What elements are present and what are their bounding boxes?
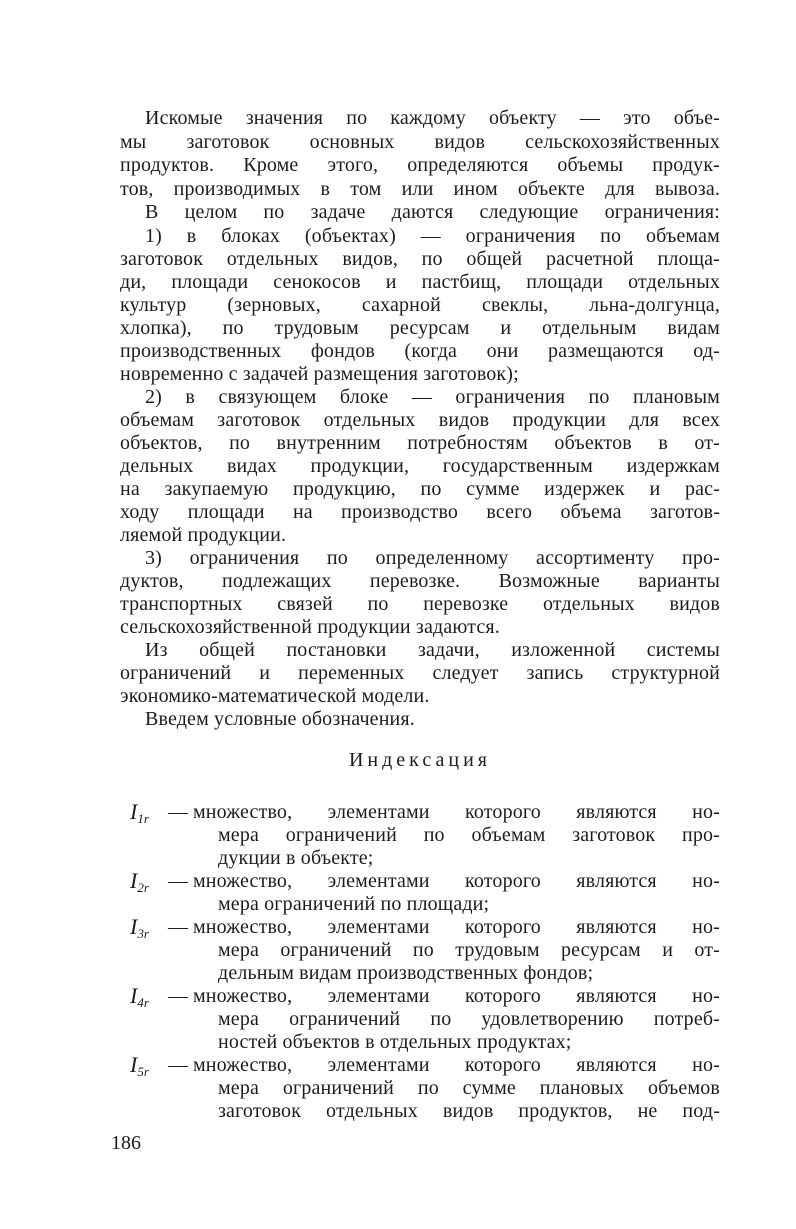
- index-symbol: $I_{5r}$: [130, 1052, 149, 1079]
- definition-line: мера ограничений по площади;: [218, 893, 490, 915]
- definition-line: дельным видам производственных фондов;: [218, 962, 594, 984]
- definition-line: ностей объектов в отдельных продуктах;: [218, 1031, 572, 1053]
- index-symbol: $I_{4r}$: [130, 983, 149, 1010]
- page-number: 186: [111, 1132, 141, 1154]
- body-line: В целом по задаче даются следующие ограничения:: [145, 201, 720, 223]
- definition-dash: —: [168, 985, 188, 1007]
- body-line: ограничений и переменных следует запись структурной: [120, 662, 720, 684]
- body-line: новременно с задачей размещения заготовок);: [120, 363, 519, 385]
- body-line: 1) в блоках (объектах) — ограничения по объемам: [145, 225, 720, 247]
- body-line: производственных фондов (когда они размещаются од-: [120, 340, 720, 362]
- body-line: дуктов, подлежащих перевозке. Возможные варианты: [120, 570, 720, 592]
- body-line: сельскохозяйственной продукции задаются.: [120, 616, 500, 638]
- definition-dash: —: [168, 801, 188, 823]
- body-line: на закупаемую продукцию, по сумме издержек и рас-: [120, 478, 720, 500]
- definition-line: мера ограничений по сумме плановых объемов: [218, 1077, 720, 1099]
- definition-line: множество, элементами которого являются но-: [193, 916, 720, 938]
- index-symbol: $I_{1r}$: [130, 799, 149, 826]
- body-line: хлопка), по трудовым ресурсам и отдельным видам: [120, 317, 720, 339]
- definition-line: мера ограничений по объемам заготовок про-: [218, 824, 720, 846]
- body-line: Введем условные обозначения.: [145, 708, 415, 730]
- section-heading: Индексация: [348, 749, 492, 771]
- body-line: экономико-математической модели.: [120, 685, 430, 707]
- definition-line: мера ограничений по трудовым ресурсам и от-: [218, 939, 720, 961]
- definition-line: множество, элементами которого являются но-: [193, 801, 720, 823]
- definition-line: множество, элементами которого являются но-: [193, 1054, 720, 1076]
- body-line: ходу площади на производство всего объема заготов-: [120, 501, 720, 523]
- body-line: Искомые значения по каждому объекту — это объе-: [145, 107, 720, 129]
- definition-line: множество, элементами которого являются но-: [193, 870, 720, 892]
- body-line: тов, производимых в том или ином объекте для вывоза.: [120, 178, 720, 200]
- body-line: дельных видах продукции, государственным издержкам: [120, 455, 720, 477]
- body-line: ляемой продукции.: [120, 524, 287, 546]
- body-line: 3) ограничения по определенному ассортименту про-: [145, 547, 720, 569]
- body-line: объектов, по внутренним потребностям объектов в от-: [120, 432, 720, 454]
- definition-dash: —: [168, 1054, 188, 1076]
- definition-line: множество, элементами которого являются но-: [193, 985, 720, 1007]
- body-line: культур (зерновых, сахарной свеклы, льна-долгунца,: [120, 294, 720, 316]
- body-line: мы заготовок основных видов сельскохозяйственных: [120, 131, 720, 153]
- body-line: транспортных связей по перевозке отдельных видов: [120, 593, 720, 615]
- index-symbol: $I_{2r}$: [130, 868, 149, 895]
- body-line: объемам заготовок отдельных видов продукции для всех: [120, 409, 720, 431]
- index-symbol: $I_{3r}$: [130, 914, 149, 941]
- definition-dash: —: [168, 916, 188, 938]
- body-line: заготовок отдельных видов, по общей расчетной площа-: [120, 248, 720, 270]
- body-line: Из общей постановки задачи, изложенной системы: [145, 639, 720, 661]
- definition-dash: —: [168, 870, 188, 892]
- body-line: 2) в связующем блоке — ограничения по плановым: [145, 386, 720, 408]
- body-line: ди, площади сенокосов и пастбищ, площади отдельных: [120, 271, 720, 293]
- definition-line: мера ограничений по удовлетворению потреб-: [218, 1008, 720, 1030]
- definition-line: заготовок отдельных видов продуктов, не под-: [218, 1100, 720, 1122]
- definition-line: дукции в объекте;: [218, 847, 374, 869]
- body-line: продуктов. Кроме этого, определяются объемы продук-: [120, 154, 720, 176]
